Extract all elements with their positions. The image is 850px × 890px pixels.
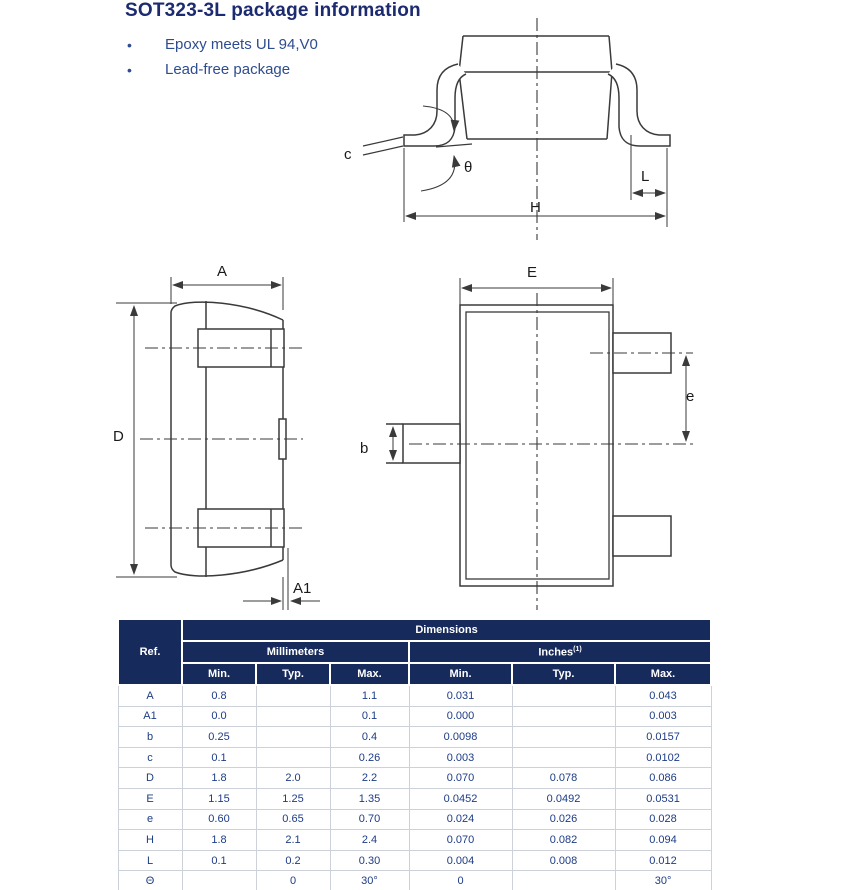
ref-cell: L bbox=[118, 850, 182, 871]
ref-cell: e bbox=[118, 809, 182, 830]
value-cell: 30° bbox=[330, 871, 409, 890]
header-typ-in: Typ. bbox=[512, 663, 615, 685]
header-inches: Inches$^{(1)}$ bbox=[409, 641, 711, 663]
value-cell: 0.0098 bbox=[409, 727, 512, 748]
value-cell: 0.043 bbox=[615, 685, 711, 706]
table-header bbox=[118, 619, 711, 685]
value-cell: 0.008 bbox=[512, 850, 615, 871]
value-cell: 0.082 bbox=[512, 830, 615, 851]
ref-cell: D bbox=[118, 768, 182, 789]
value-cell: 0.031 bbox=[409, 685, 512, 706]
value-cell: 0.26 bbox=[330, 747, 409, 768]
package-body bbox=[459, 36, 612, 139]
dim-label-A1: A1 bbox=[293, 580, 312, 597]
value-cell: 0.028 bbox=[615, 809, 711, 830]
value-cell: 0 bbox=[409, 871, 512, 890]
value-cell: 1.35 bbox=[330, 788, 409, 809]
ref-cell: H bbox=[118, 830, 182, 851]
value-cell: 0 bbox=[256, 871, 330, 890]
value-cell: 0.4 bbox=[330, 727, 409, 748]
dim-label-theta: θ bbox=[464, 159, 473, 176]
value-cell: 0.1 bbox=[330, 706, 409, 727]
table-row bbox=[118, 747, 711, 768]
ref-cell: A bbox=[118, 685, 182, 706]
ref-cell: Θ bbox=[118, 871, 182, 890]
value-cell: 0.70 bbox=[330, 809, 409, 830]
value-cell: 1.15 bbox=[182, 788, 256, 809]
value-cell: 2.0 bbox=[256, 768, 330, 789]
value-cell bbox=[512, 871, 615, 890]
value-cell bbox=[182, 871, 256, 890]
header-min-mm: Min. bbox=[182, 663, 256, 685]
value-cell bbox=[256, 747, 330, 768]
header-max-in: Max. bbox=[615, 663, 711, 685]
header-typ-mm: Typ. bbox=[256, 663, 330, 685]
feature-list bbox=[125, 35, 318, 85]
value-cell: 0.003 bbox=[409, 747, 512, 768]
footnote-marker: (1) bbox=[573, 645, 582, 653]
value-cell: 0.070 bbox=[409, 768, 512, 789]
table-row bbox=[118, 685, 711, 706]
page-title: SOT323-3L package information bbox=[125, 0, 421, 21]
dimension-lines bbox=[116, 277, 320, 610]
value-cell: 0.1 bbox=[182, 850, 256, 871]
table-row bbox=[118, 706, 711, 727]
value-cell: 0.070 bbox=[409, 830, 512, 851]
table-row bbox=[118, 871, 711, 890]
front-view-drawing bbox=[105, 260, 335, 620]
header-millimeters: Millimeters bbox=[182, 641, 409, 663]
value-cell: 2.2 bbox=[330, 768, 409, 789]
side-view-drawing bbox=[330, 15, 680, 245]
value-cell: 0.30 bbox=[330, 850, 409, 871]
table-row bbox=[118, 809, 711, 830]
value-cell bbox=[512, 747, 615, 768]
value-cell bbox=[512, 706, 615, 727]
value-cell: 0.024 bbox=[409, 809, 512, 830]
dimensions-table bbox=[117, 618, 710, 890]
dim-label-D: D bbox=[113, 428, 124, 445]
value-cell: 0.0531 bbox=[615, 788, 711, 809]
value-cell bbox=[512, 727, 615, 748]
ref-cell: A1 bbox=[118, 706, 182, 727]
dim-label-H: H bbox=[530, 199, 541, 216]
dim-label-E: E bbox=[527, 264, 538, 281]
dim-label-e: e bbox=[686, 388, 695, 405]
value-cell bbox=[256, 706, 330, 727]
table-row bbox=[118, 788, 711, 809]
table-row bbox=[118, 850, 711, 871]
value-cell: 0.086 bbox=[615, 768, 711, 789]
value-cell: 0.094 bbox=[615, 830, 711, 851]
feature-item: • Lead-free package bbox=[125, 60, 318, 85]
value-cell: 0.0 bbox=[182, 706, 256, 727]
value-cell: 0.012 bbox=[615, 850, 711, 871]
value-cell: 0.1 bbox=[182, 747, 256, 768]
value-cell: 1.8 bbox=[182, 768, 256, 789]
value-cell: 0.65 bbox=[256, 809, 330, 830]
value-cell: 2.1 bbox=[256, 830, 330, 851]
value-cell: 1.8 bbox=[182, 830, 256, 851]
ref-cell: b bbox=[118, 727, 182, 748]
top-view-drawing bbox=[350, 260, 710, 620]
dim-label-A: A bbox=[217, 263, 228, 280]
header-ref: Ref. bbox=[118, 619, 182, 685]
header-dimensions: Dimensions bbox=[182, 619, 711, 641]
value-cell: 0.2 bbox=[256, 850, 330, 871]
value-cell: 0.026 bbox=[512, 809, 615, 830]
value-cell: 1.1 bbox=[330, 685, 409, 706]
package-leads bbox=[198, 329, 286, 547]
ref-cell: c bbox=[118, 747, 182, 768]
value-cell bbox=[256, 685, 330, 706]
value-cell: 0.0452 bbox=[409, 788, 512, 809]
value-cell: 0.0492 bbox=[512, 788, 615, 809]
value-cell: 0.0157 bbox=[615, 727, 711, 748]
table-row bbox=[118, 830, 711, 851]
value-cell: 0.000 bbox=[409, 706, 512, 727]
table-row bbox=[118, 727, 711, 748]
header-max-mm: Max. bbox=[330, 663, 409, 685]
value-cell bbox=[256, 727, 330, 748]
dim-label-b: b bbox=[360, 440, 369, 457]
value-cell: 0.003 bbox=[615, 706, 711, 727]
header-min-in: Min. bbox=[409, 663, 512, 685]
value-cell: 30° bbox=[615, 871, 711, 890]
dim-label-c: c bbox=[344, 146, 352, 163]
dimensions-table-body bbox=[118, 685, 711, 890]
value-cell: 0.004 bbox=[409, 850, 512, 871]
value-cell: 0.8 bbox=[182, 685, 256, 706]
value-cell: 0.25 bbox=[182, 727, 256, 748]
value-cell: 1.25 bbox=[256, 788, 330, 809]
value-cell: 0.0102 bbox=[615, 747, 711, 768]
ref-cell: E bbox=[118, 788, 182, 809]
dim-label-L: L bbox=[641, 168, 650, 185]
value-cell: 2.4 bbox=[330, 830, 409, 851]
value-cell bbox=[512, 685, 615, 706]
value-cell: 0.078 bbox=[512, 768, 615, 789]
feature-item: • Epoxy meets UL 94,V0 bbox=[125, 35, 318, 60]
value-cell: 0.60 bbox=[182, 809, 256, 830]
table-row bbox=[118, 768, 711, 789]
